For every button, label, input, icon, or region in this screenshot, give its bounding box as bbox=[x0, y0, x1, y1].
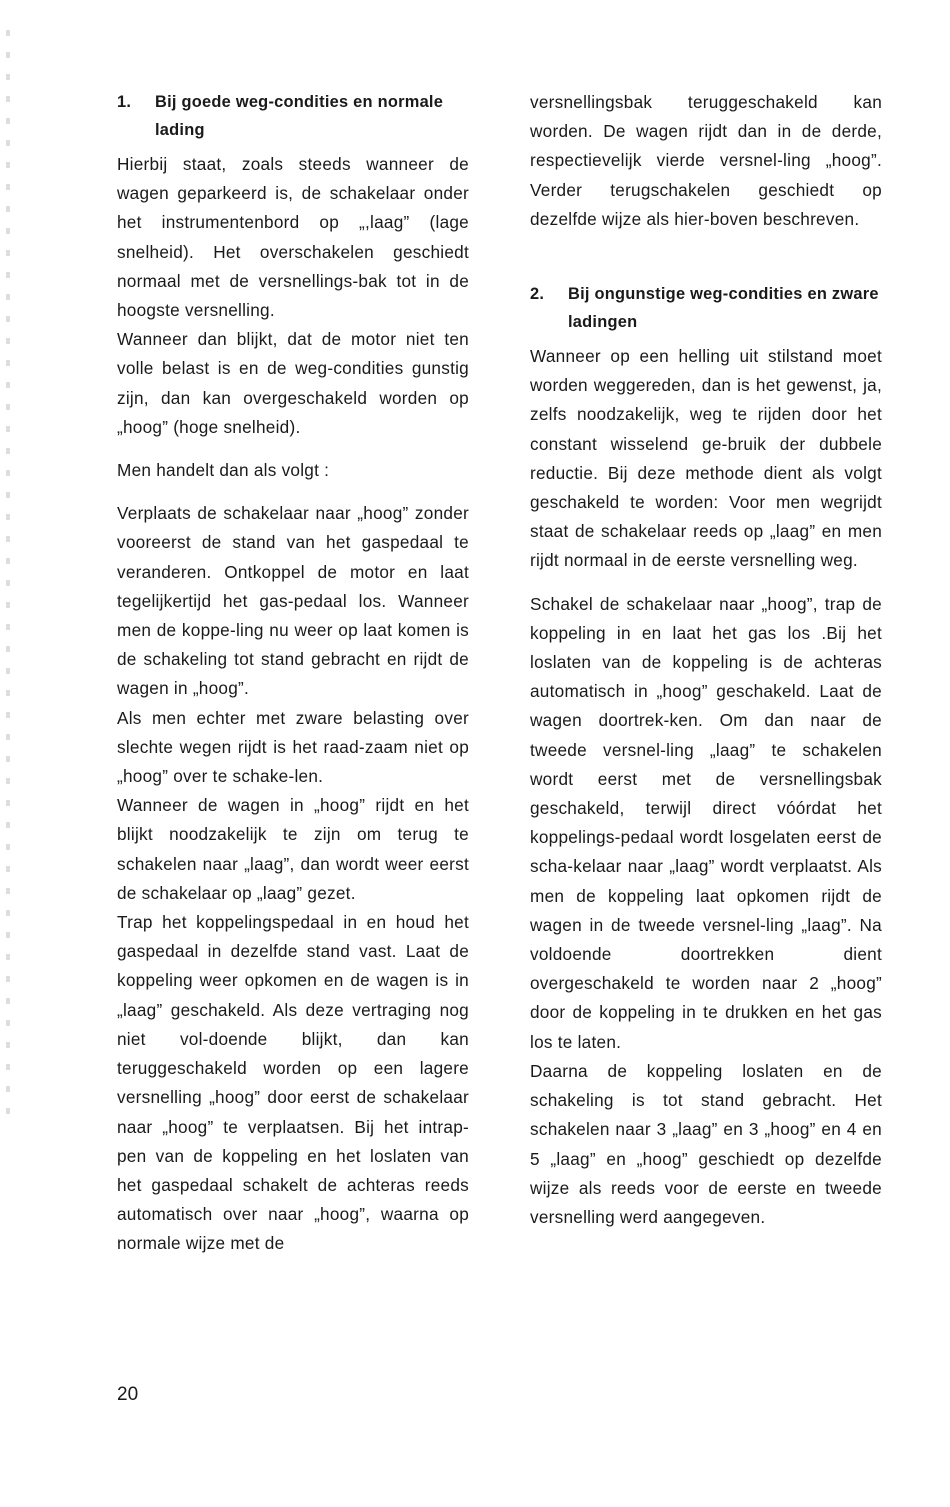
left-column bbox=[117, 88, 469, 1259]
paragraph: Daarna de koppeling loslaten en de schakeling is tot stand gebracht. Het schakelen naar 3 „laag” en 3 „hoog” en 4 en 5 „laag” en „hoog” geschiedt op dezelfde wijze als reeds voor de eerste en tweede versnelling werd aangegeven. bbox=[530, 1060, 882, 1227]
paragraph: Hierbij staat, zoals steeds wanneer de wagen geparkeerd is, de schakelaar onder het instrumentenbord op „,laag” (lage snelheid). Het overschakelen geschiedt normaal met de versnellings-bak tot in de hoogste versnelling. bbox=[117, 154, 469, 321]
paragraph: Verplaats de schakelaar naar „hoog” zonder vooreerst de stand van het gaspedaal te veranderen. Ontkoppel de motor en laat tegelijkertijd het gas-pedaal los. Wanneer men de koppe-ling nu weer op laat komen is de schakeling tot stand gebracht en rijdt de wagen in „hoog”. bbox=[117, 503, 469, 699]
paragraph: Als men echter met zware belasting over slechte wegen rijdt is het raad-zaam niet op „hoog” over te schake-len. bbox=[117, 707, 469, 787]
paragraph-continuation: versnellingsbak teruggeschakeld kan worden. De wagen rijdt dan in de derde, respectievelijk vierde versnel-ling „hoog”. Verder terugschakelen geschiedt op dezelfde wijze als hier-boven beschreven. bbox=[530, 92, 882, 229]
page-number: 20 bbox=[117, 1384, 139, 1405]
paragraph: Men handelt dan als volgt : bbox=[117, 460, 330, 481]
scan-edge-marks bbox=[6, 30, 10, 1130]
section-1-heading bbox=[117, 88, 469, 144]
right-column bbox=[530, 88, 882, 1232]
section-2-heading bbox=[530, 280, 882, 336]
paragraph: Trap het koppelingspedaal in en houd het gaspedaal in dezelfde stand vast. Laat de koppeling weer opkomen en de wagen is in „laag” geschakeld. Als deze vertraging nog niet vol-doende blijkt, dan kan teruggeschakeld worden op een lagere versnelling „hoog” door eerst de schakelaar naar „hoog” te verplaatsen. Bij het intrap-pen van de koppeling en het loslaten van het gaspedaal schakelt de achteras reeds automatisch over naar „hoog”, waarna op normale wijze met de bbox=[117, 912, 469, 1254]
section-1-number: 1. bbox=[117, 93, 132, 111]
section-2-title: Bij ongunstige weg-condities en zware ladingen bbox=[568, 285, 879, 332]
section-1-title: Bij goede weg-condities en normale lading bbox=[155, 93, 444, 139]
paragraph: Schakel de schakelaar naar „hoog”, trap de koppeling in en laat het gas los .Bij het loslaten van de koppeling is de achteras automatisch in „hoog” geschakeld. Laat de wagen doortrek-ken. Om dan naar de tweede versnel-ling „laag” te schakelen wordt eerst met de versnellingsbak geschakeld, terwijl direct vóórdat het koppelings-pedaal wordt losgelaten eerst de scha-kelaar naar „laag” wordt verplaatst. Als men de koppeling laat opkomen rijdt de wagen in de tweede versnel-ling „laag”. Na voldoende doortrekken dient overgeschakeld te worden naar 2 „hoog” door de koppeling in te drukken en het gas los te laten. bbox=[530, 593, 882, 1052]
paragraph: Wanneer de wagen in „hoog” rijdt en het blijkt noodzakelijk te zijn om terug te schakelen naar „laag”, dan wordt weer eerst de schakelaar op „laag” gezet. bbox=[117, 795, 469, 903]
paragraph: Wanneer dan blijkt, dat de motor niet ten volle belast is en de weg-condities gunstig zijn, dan kan overgeschakeld worden op „hoog” (hoge snelheid). bbox=[117, 329, 469, 437]
paragraph: Wanneer op een helling uit stilstand moet worden weggereden, dan is het gewenst, ja, zelfs noodzakelijk, weg te rijden door het constant wisselend ge-bruik der dubbele reductie. Bij deze methode dient als volgt geschakeld te worden: Voor men wegrijdt staat de schakelaar reeds op „laag” en men rijdt normaal in de eerste versnelling weg. bbox=[530, 346, 882, 571]
section-2-number: 2. bbox=[530, 285, 545, 304]
